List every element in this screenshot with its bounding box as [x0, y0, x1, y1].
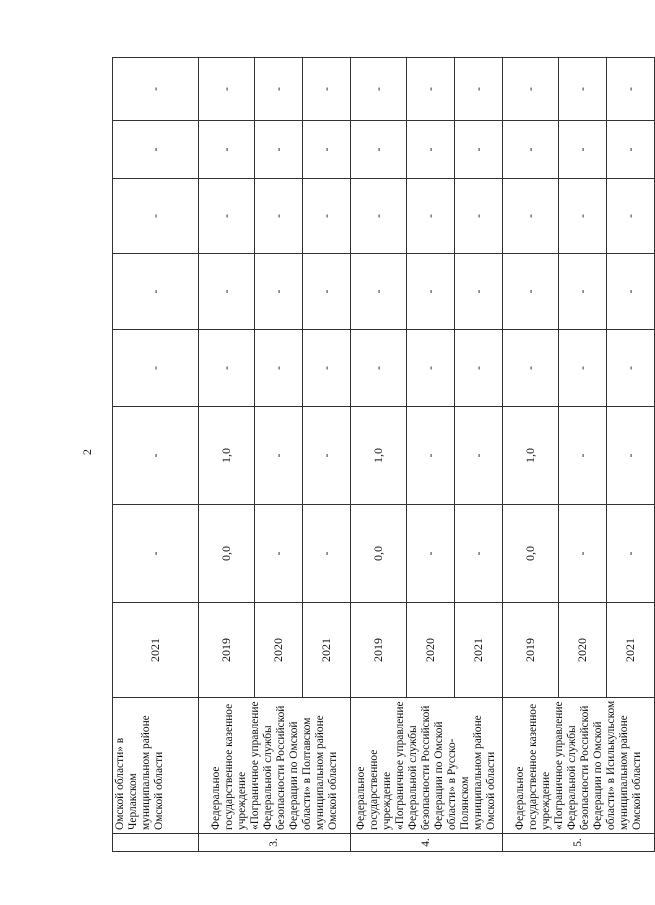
value-cell: -: [255, 254, 303, 330]
organization-name-cell: Омской области» в Черлакском муниципальном районе Омской области: [113, 698, 199, 834]
value-cell: -: [407, 407, 455, 505]
value-cell: -: [559, 505, 607, 603]
value-cell: -: [351, 330, 407, 407]
value-cell: -: [455, 505, 503, 603]
year-cell: 2019: [199, 603, 255, 698]
value-cell: -: [303, 58, 351, 121]
value-cell: -: [303, 330, 351, 407]
value-cell: -: [351, 58, 407, 121]
value-cell: -: [199, 58, 255, 121]
value-cell: -: [255, 58, 303, 121]
value-cell: -: [503, 330, 559, 407]
value-cell: -: [559, 58, 607, 121]
value-cell: -: [407, 58, 455, 121]
table-row: [113, 58, 199, 852]
value-cell: -: [407, 505, 455, 603]
value-cell: -: [113, 121, 199, 179]
year-cell: 2020: [407, 603, 455, 698]
row-number-cell: 3.: [199, 834, 351, 852]
value-cell: 0,0: [199, 505, 255, 603]
value-cell: -: [455, 254, 503, 330]
value-cell: -: [407, 254, 455, 330]
value-cell: -: [503, 121, 559, 179]
row-number-cell: [113, 834, 199, 852]
value-cell: -: [351, 121, 407, 179]
value-cell: -: [351, 179, 407, 254]
value-cell: -: [255, 505, 303, 603]
value-cell: -: [303, 121, 351, 179]
data-table: [112, 57, 655, 852]
year-cell: 2019: [503, 603, 559, 698]
value-cell: -: [559, 254, 607, 330]
value-cell: -: [199, 179, 255, 254]
organization-name-cell: Федеральное государственное казенное учреждение «Пограничное управление Федеральной службы безопасности Российской Федерации по Омской области» в Полтавском муниципальном районе Омской области: [199, 698, 351, 834]
value-cell: 1,0: [199, 407, 255, 505]
value-cell: -: [303, 505, 351, 603]
value-cell: -: [559, 179, 607, 254]
value-cell: -: [113, 505, 199, 603]
value-cell: -: [407, 121, 455, 179]
value-cell: -: [559, 407, 607, 505]
year-cell: 2020: [559, 603, 607, 698]
value-cell: -: [607, 254, 655, 330]
value-cell: -: [503, 179, 559, 254]
value-cell: -: [199, 330, 255, 407]
year-cell: 2021: [607, 603, 655, 698]
value-cell: 0,0: [351, 505, 407, 603]
value-cell: -: [607, 330, 655, 407]
value-cell: -: [559, 121, 607, 179]
row-number-cell: 5.: [503, 834, 655, 852]
value-cell: 1,0: [351, 407, 407, 505]
organization-name-cell: Федеральное государственное казенное учреждение «Пограничное управление Федеральной службы безопасности Российской Федерации по Омской области» в Исилькульском муниципальном районе Омской области: [503, 698, 655, 834]
value-cell: 0,0: [503, 505, 559, 603]
value-cell: -: [407, 179, 455, 254]
value-cell: -: [455, 179, 503, 254]
organization-name-cell: Федеральное государственное учреждение «Пограничное управление Федеральной службы безопасности Российской Федерации по Омской области» в Русско-Полянском муниципальном районе Омской области: [351, 698, 503, 834]
value-cell: -: [199, 254, 255, 330]
value-cell: -: [503, 58, 559, 121]
value-cell: -: [407, 330, 455, 407]
value-cell: -: [607, 58, 655, 121]
value-cell: -: [559, 330, 607, 407]
year-cell: 2019: [351, 603, 407, 698]
rotated-page: [50, 32, 643, 872]
value-cell: -: [607, 179, 655, 254]
value-cell: -: [455, 58, 503, 121]
value-cell: -: [303, 179, 351, 254]
table-row: [351, 58, 407, 852]
value-cell: -: [351, 254, 407, 330]
value-cell: -: [455, 407, 503, 505]
table-row: [503, 58, 559, 852]
year-cell: 2021: [113, 603, 199, 698]
value-cell: -: [199, 121, 255, 179]
value-cell: -: [255, 330, 303, 407]
value-cell: -: [455, 330, 503, 407]
page-number: 2: [80, 449, 94, 455]
value-cell: -: [607, 407, 655, 505]
value-cell: -: [113, 254, 199, 330]
value-cell: -: [255, 407, 303, 505]
value-cell: -: [303, 407, 351, 505]
value-cell: -: [607, 121, 655, 179]
year-cell: 2021: [303, 603, 351, 698]
value-cell: -: [113, 58, 199, 121]
value-cell: -: [607, 505, 655, 603]
value-cell: -: [455, 121, 503, 179]
row-number-cell: 4.: [351, 834, 503, 852]
value-cell: -: [113, 179, 199, 254]
value-cell: -: [113, 330, 199, 407]
year-cell: 2021: [455, 603, 503, 698]
year-cell: 2020: [255, 603, 303, 698]
value-cell: -: [113, 407, 199, 505]
value-cell: -: [255, 179, 303, 254]
value-cell: -: [503, 254, 559, 330]
value-cell: -: [303, 254, 351, 330]
value-cell: -: [255, 121, 303, 179]
value-cell: 1,0: [503, 407, 559, 505]
table-row: [199, 58, 255, 852]
